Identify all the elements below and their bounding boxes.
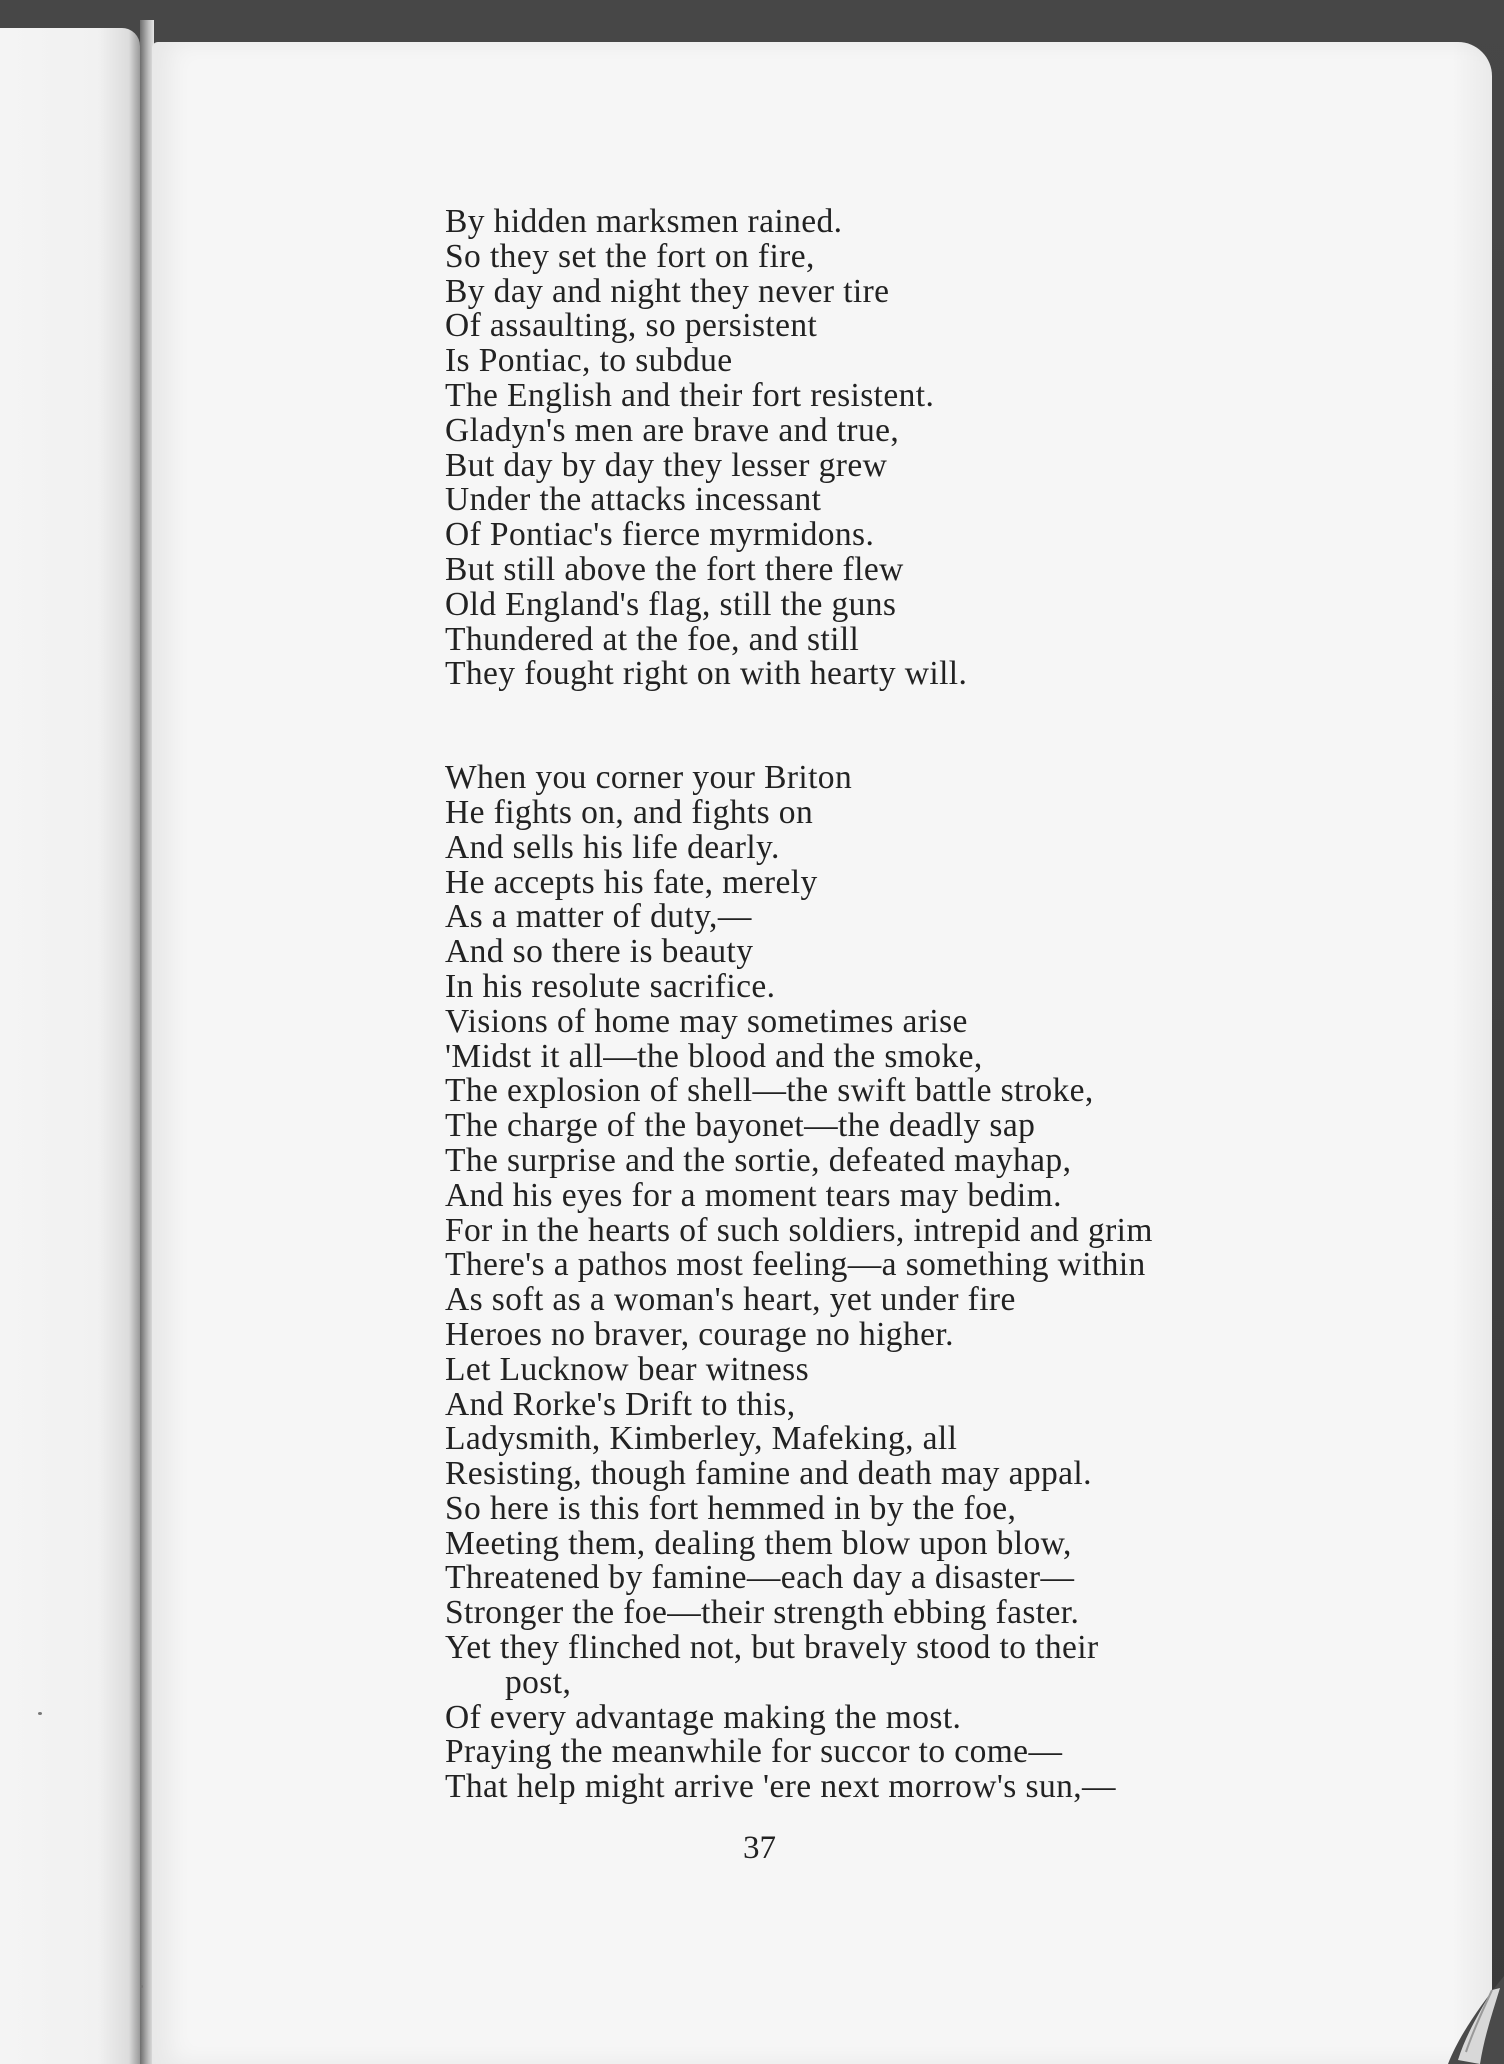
poem-line: Visions of home may sometimes arise — [445, 1002, 968, 1040]
page-number-text: 37 — [743, 1830, 776, 1866]
poem-line: Old England's flag, still the guns — [445, 585, 897, 623]
paper-speck — [38, 1712, 42, 1715]
poem-line: Praying the meanwhile for succor to come— — [445, 1733, 1063, 1771]
stanza-1 — [445, 205, 1285, 692]
poem-line: By day and night they never tire — [445, 272, 890, 310]
poem-line: Resisting, though famine and death may appal. — [445, 1455, 1092, 1493]
page-corner-curl — [1388, 1968, 1504, 2064]
poem-line: For in the hearts of such soldiers, intrepid and grim — [445, 1211, 1153, 1249]
poem-line: And Rorke's Drift to this, — [445, 1385, 796, 1423]
poem-line: Let Lucknow bear witness — [445, 1350, 810, 1388]
stanza-2 — [445, 761, 1285, 1805]
poem-line: In his resolute sacrifice. — [445, 967, 776, 1005]
poem-line: There's a pathos most feeling—a something within — [445, 1246, 1146, 1284]
poem-line: Yet they flinched not, but bravely stood to their — [445, 1629, 1099, 1667]
stanza-break — [445, 692, 1285, 761]
poem-line: Is Pontiac, to subdue — [445, 342, 733, 380]
poem-line: But day by day they lesser grew — [445, 446, 888, 484]
poem-line: So here is this fort hemmed in by the foe, — [445, 1489, 1017, 1527]
poem-line: As soft as a woman's heart, yet under fire — [445, 1281, 1016, 1319]
left-page-edge — [0, 28, 140, 2064]
poem-line: Gladyn's men are brave and true, — [445, 411, 900, 449]
poem-line: By hidden marksmen rained. — [445, 203, 843, 240]
poem-line: Stronger the foe—their strength ebbing faster. — [445, 1594, 1080, 1632]
page-number — [0, 1830, 1504, 1867]
poem-line: Of every advantage making the most. — [445, 1698, 962, 1736]
poem-line: He accepts his fate, merely — [445, 863, 818, 901]
poem-line: Of assaulting, so persistent — [445, 307, 818, 345]
poem-line: As a matter of duty,— — [445, 898, 752, 936]
poem-line: And so there is beauty — [445, 933, 754, 971]
poem-line: The surprise and the sortie, defeated mayhap, — [445, 1141, 1072, 1179]
poem-line: Ladysmith, Kimberley, Mafeking, all — [445, 1420, 958, 1458]
poem-line: When you corner your Briton — [445, 759, 853, 797]
poem-line: Threatened by famine—each day a disaster— — [445, 1559, 1075, 1597]
poem-line: Meeting them, dealing them blow upon blow, — [445, 1524, 1072, 1562]
poem-line: He fights on, and fights on — [445, 793, 814, 831]
poem-line: Of Pontiac's fierce myrmidons. — [445, 516, 875, 554]
poem-line: The charge of the bayonet—the deadly sap — [445, 1107, 1036, 1145]
paper-speck — [140, 1985, 143, 1988]
poem-line: And sells his life dearly. — [445, 828, 780, 866]
poem-text — [445, 205, 1285, 1805]
poem-line: The English and their fort resistent. — [445, 376, 935, 414]
poem-line: And his eyes for a moment tears may bedim. — [445, 1176, 1062, 1214]
poem-line-continuation: post, — [505, 1663, 572, 1701]
poem-line: The explosion of shell—the swift battle stroke, — [445, 1072, 1094, 1110]
poem-line: 'Midst it all—the blood and the smoke, — [445, 1037, 983, 1075]
poem-line: Heroes no braver, courage no higher. — [445, 1315, 954, 1353]
poem-line: So they set the fort on fire, — [445, 237, 815, 275]
page-edge-shadow — [1452, 42, 1492, 2064]
poem-line: Thundered at the foe, and still — [445, 620, 860, 658]
poem-line: They fought right on with hearty will. — [445, 655, 968, 693]
poem-line: But still above the fort there flew — [445, 550, 904, 588]
poem-line: That help might arrive 'ere next morrow's sun,— — [445, 1768, 1116, 1806]
poem-line: Under the attacks incessant — [445, 481, 822, 519]
